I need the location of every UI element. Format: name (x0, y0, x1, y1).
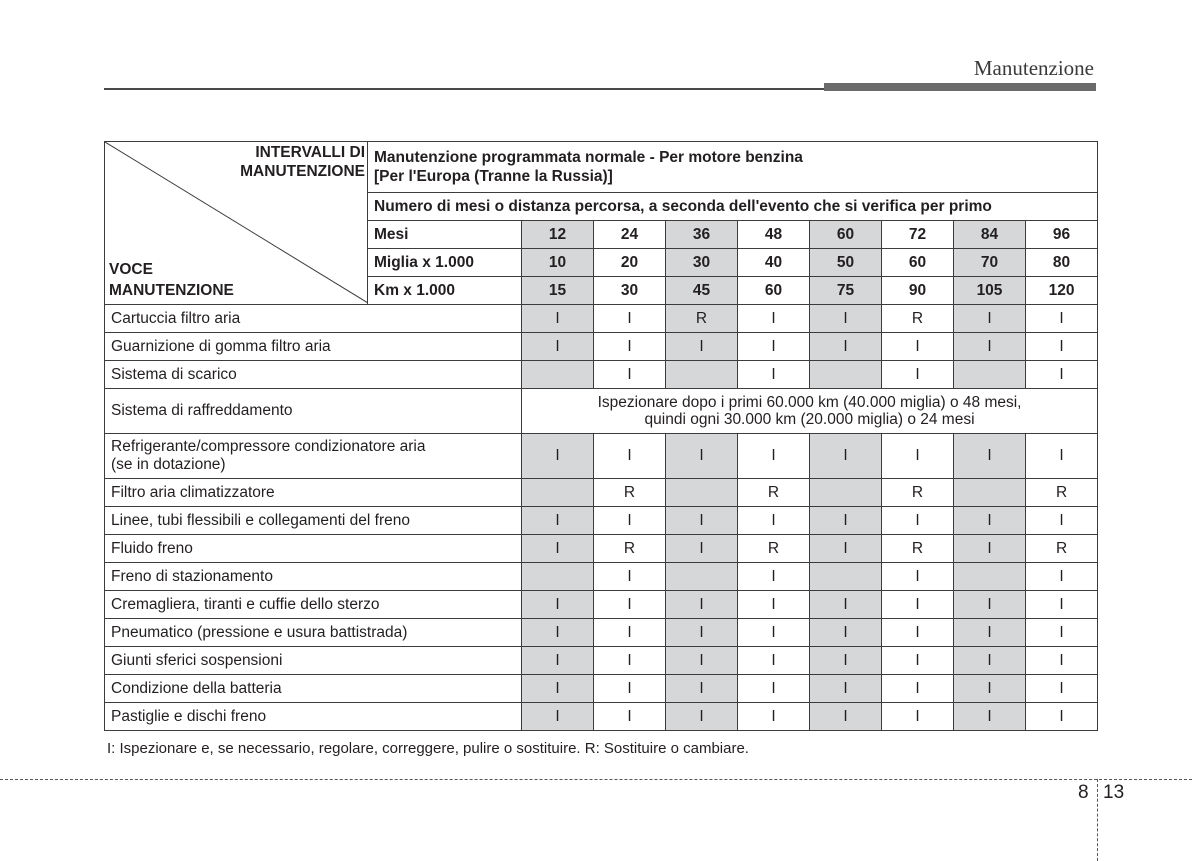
item-interval-cell: I (882, 507, 954, 535)
item-name: Condizione della batteria (105, 675, 522, 703)
interval-value: 12 (522, 221, 594, 249)
table-title-row (105, 142, 1098, 193)
item-interval-cell: I (594, 647, 666, 675)
item-interval-cell: I (810, 535, 882, 563)
table-row (105, 389, 1098, 434)
item-interval-cell: R (882, 305, 954, 333)
item-interval-cell: I (738, 563, 810, 591)
interval-value: 24 (594, 221, 666, 249)
item-interval-cell (954, 563, 1026, 591)
item-interval-cell: I (954, 647, 1026, 675)
item-name: Linee, tubi flessibili e collegamenti del freno (105, 507, 522, 535)
item-interval-cell: I (1026, 361, 1098, 389)
item-interval-cell: I (810, 434, 882, 479)
table-row (105, 361, 1098, 389)
item-interval-cell: I (666, 703, 738, 731)
interval-value: 48 (738, 221, 810, 249)
item-interval-cell: I (954, 703, 1026, 731)
item-interval-cell: R (738, 479, 810, 507)
item-interval-cell: I (882, 619, 954, 647)
item-interval-cell: I (1026, 591, 1098, 619)
table-row (105, 703, 1098, 731)
item-interval-cell: I (594, 507, 666, 535)
interval-value: 20 (594, 249, 666, 277)
item-interval-cell: I (882, 563, 954, 591)
table-row (105, 647, 1098, 675)
item-interval-cell: I (810, 675, 882, 703)
item-interval-cell: I (1026, 305, 1098, 333)
item-name: Fluido freno (105, 535, 522, 563)
item-interval-cell: I (522, 535, 594, 563)
item-interval-cell: I (882, 675, 954, 703)
item-interval-cell: I (738, 333, 810, 361)
item-interval-cell: I (1026, 703, 1098, 731)
item-interval-cell: I (666, 591, 738, 619)
item-interval-cell: I (522, 507, 594, 535)
item-interval-cell: I (522, 305, 594, 333)
interval-value: 75 (810, 277, 882, 305)
item-interval-cell: I (882, 647, 954, 675)
item-interval-cell: R (738, 535, 810, 563)
table-row (105, 535, 1098, 563)
table-row (105, 305, 1098, 333)
item-interval-cell: I (522, 434, 594, 479)
table-row (105, 563, 1098, 591)
item-name: Sistema di scarico (105, 361, 522, 389)
item-interval-cell (666, 563, 738, 591)
item-interval-cell: I (522, 333, 594, 361)
item-name: Cartuccia filtro aria (105, 305, 522, 333)
item-interval-cell: R (666, 305, 738, 333)
item-interval-cell: I (738, 305, 810, 333)
interval-label: Km x 1.000 (368, 277, 522, 305)
item-interval-cell: I (738, 434, 810, 479)
table-row (105, 507, 1098, 535)
interval-value: 60 (882, 249, 954, 277)
footer-dashed-rule (0, 779, 1192, 780)
interval-value: 15 (522, 277, 594, 305)
section-title: Manutenzione (973, 56, 1094, 80)
item-interval-cell: I (666, 647, 738, 675)
item-interval-cell: I (666, 675, 738, 703)
item-interval-cell: I (522, 591, 594, 619)
item-span-note: Ispezionare dopo i primi 60.000 km (40.000 miglia) o 48 mesi, quindi ogni 30.000 km (20.000 miglia) o 24 mesi (522, 389, 1098, 434)
interval-value: 40 (738, 249, 810, 277)
interval-value: 72 (882, 221, 954, 249)
item-interval-cell: I (954, 305, 1026, 333)
item-interval-cell (666, 361, 738, 389)
interval-label: Miglia x 1.000 (368, 249, 522, 277)
table-subtitle: Numero di mesi o distanza percorsa, a seconda dell'evento che si verifica per primo (368, 193, 1098, 221)
chapter-number: 8 (1078, 782, 1089, 803)
corner-intervals-label: INTERVALLI DI MANUTENZIONE (240, 144, 365, 180)
interval-value: 96 (1026, 221, 1098, 249)
item-interval-cell: I (954, 434, 1026, 479)
item-interval-cell: I (954, 535, 1026, 563)
item-interval-cell: I (594, 675, 666, 703)
footer-vertical-rule (1097, 779, 1098, 861)
item-interval-cell: I (594, 619, 666, 647)
item-interval-cell: I (810, 305, 882, 333)
interval-value: 90 (882, 277, 954, 305)
table-row (105, 591, 1098, 619)
item-interval-cell: R (882, 479, 954, 507)
item-interval-cell: I (954, 507, 1026, 535)
item-interval-cell: I (1026, 333, 1098, 361)
item-interval-cell: R (594, 479, 666, 507)
table-row (105, 675, 1098, 703)
item-interval-cell: I (666, 535, 738, 563)
item-interval-cell (666, 479, 738, 507)
item-interval-cell (522, 563, 594, 591)
item-name: Refrigerante/compressore condizionatore aria (se in dotazione) (105, 434, 522, 479)
table-row (105, 434, 1098, 479)
legend-footnote: I: Ispezionare e, se necessario, regolare, correggere, pulire o sostituire. R: Sostituire o cambiare. (107, 740, 749, 757)
corner-item-label: VOCE MANUTENZIONE (109, 261, 234, 299)
item-interval-cell (810, 563, 882, 591)
interval-value: 45 (666, 277, 738, 305)
table-row (105, 479, 1098, 507)
interval-value: 30 (666, 249, 738, 277)
item-interval-cell: I (738, 647, 810, 675)
item-interval-cell (954, 361, 1026, 389)
item-interval-cell: I (594, 703, 666, 731)
item-interval-cell: I (1026, 675, 1098, 703)
item-interval-cell: I (594, 591, 666, 619)
item-name: Pneumatico (pressione e usura battistrada) (105, 619, 522, 647)
interval-value: 84 (954, 221, 1026, 249)
item-interval-cell: I (882, 434, 954, 479)
item-interval-cell: I (594, 305, 666, 333)
item-interval-cell: I (882, 703, 954, 731)
item-interval-cell: I (882, 591, 954, 619)
item-interval-cell: I (522, 647, 594, 675)
item-interval-cell: I (810, 619, 882, 647)
item-interval-cell: I (738, 675, 810, 703)
item-interval-cell: R (594, 535, 666, 563)
item-interval-cell: I (1026, 619, 1098, 647)
item-interval-cell: I (522, 675, 594, 703)
interval-value: 60 (810, 221, 882, 249)
item-interval-cell: I (666, 333, 738, 361)
item-name: Guarnizione di gomma filtro aria (105, 333, 522, 361)
item-interval-cell: I (882, 361, 954, 389)
item-interval-cell: I (1026, 647, 1098, 675)
page-number: 13 (1103, 782, 1125, 803)
item-interval-cell: I (1026, 507, 1098, 535)
item-interval-cell (810, 361, 882, 389)
item-interval-cell: I (1026, 563, 1098, 591)
item-interval-cell: I (810, 507, 882, 535)
item-name: Freno di stazionamento (105, 563, 522, 591)
item-name: Sistema di raffreddamento (105, 389, 522, 434)
interval-value: 60 (738, 277, 810, 305)
item-interval-cell: I (738, 507, 810, 535)
table-row (105, 619, 1098, 647)
maintenance-schedule-table (104, 141, 1098, 731)
item-interval-cell: I (1026, 434, 1098, 479)
interval-value: 30 (594, 277, 666, 305)
interval-value: 50 (810, 249, 882, 277)
item-interval-cell: I (954, 619, 1026, 647)
item-interval-cell: I (594, 333, 666, 361)
header-rule (104, 88, 826, 90)
item-interval-cell: I (666, 619, 738, 647)
item-interval-cell: I (594, 563, 666, 591)
item-name: Giunti sferici sospensioni (105, 647, 522, 675)
item-interval-cell: I (738, 619, 810, 647)
table-corner-cell (105, 142, 368, 305)
item-interval-cell (954, 479, 1026, 507)
interval-value: 120 (1026, 277, 1098, 305)
item-interval-cell: I (594, 434, 666, 479)
item-interval-cell: I (810, 647, 882, 675)
item-interval-cell: I (666, 507, 738, 535)
interval-value: 10 (522, 249, 594, 277)
header-bar (824, 83, 1096, 91)
item-interval-cell (810, 479, 882, 507)
item-interval-cell: I (810, 333, 882, 361)
item-interval-cell: I (810, 703, 882, 731)
item-name: Filtro aria climatizzatore (105, 479, 522, 507)
interval-value: 80 (1026, 249, 1098, 277)
interval-label: Mesi (368, 221, 522, 249)
interval-value: 70 (954, 249, 1026, 277)
item-interval-cell: I (738, 591, 810, 619)
item-interval-cell: I (882, 333, 954, 361)
item-interval-cell: R (1026, 535, 1098, 563)
item-interval-cell: I (666, 434, 738, 479)
item-interval-cell: I (522, 703, 594, 731)
item-interval-cell: I (954, 591, 1026, 619)
table-title: Manutenzione programmata normale - Per motore benzina [Per l'Europa (Tranne la Russia)] (368, 142, 1098, 193)
item-interval-cell (522, 361, 594, 389)
interval-value: 105 (954, 277, 1026, 305)
item-interval-cell (522, 479, 594, 507)
item-name: Pastiglie e dischi freno (105, 703, 522, 731)
interval-value: 36 (666, 221, 738, 249)
item-interval-cell: R (882, 535, 954, 563)
item-interval-cell: I (738, 703, 810, 731)
item-interval-cell: I (594, 361, 666, 389)
item-interval-cell: I (954, 333, 1026, 361)
table-row (105, 333, 1098, 361)
item-interval-cell: R (1026, 479, 1098, 507)
item-name: Cremagliera, tiranti e cuffie dello sterzo (105, 591, 522, 619)
item-interval-cell: I (738, 361, 810, 389)
item-interval-cell: I (522, 619, 594, 647)
item-interval-cell: I (954, 675, 1026, 703)
item-interval-cell: I (810, 591, 882, 619)
